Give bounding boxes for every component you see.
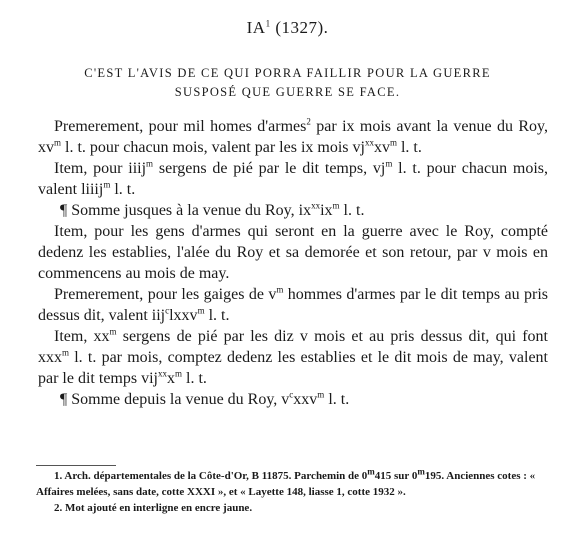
paragraph-4: Item, pour les gens d'armes qui seront en la guerre avec le Roy, compté dedenz les establies, l'alée du Roy et sa demorée et son retour, par v mois en commencens au mois de may. xyxy=(38,223,548,282)
footnote-2: 2. Mot ajouté en interligne en encre jaune. xyxy=(54,502,253,514)
subtitle-line-1: C'EST L'AVIS DE CE QUI PORRA FAILLIR POUR LA GUERRE xyxy=(84,66,491,80)
heading-year: (1327). xyxy=(275,18,329,37)
sum-paragraph-1: ¶ Somme jusques à la venue du Roy, $ix^{xx}ix^m$ l. t. xyxy=(60,200,365,219)
footnote-1: 1. Arch. départementales de la Côte-d'Or, B 11875. Parchemin de 0$^m$415 sur 0$^m$195. Anciennes cotes : « Affaires melées, sans date, cotte XXXI », et « Layette 148, liasse 1, cotte 1932 ». xyxy=(36,466,536,498)
paragraph-1: Premerement, pour mil homes d'armes$^2$ par ix mois avant la venue du Roy, $xv^m$ l. t. pour chacun mois, valent par les ix mois $vj^{xx}xv^m$ l. t. xyxy=(38,116,548,156)
paragraph-6: Item, $xx^m$ sergens de pié par les diz v mois et au pris dessus dit, qui font xxx$^m$ l. t. par mois, comptez dedenz les establies et le dit mois de may, valent par le dit temps $vij^{xx}x^m$ l. t. xyxy=(38,326,549,387)
sum-paragraph-2: ¶ Somme depuis la venue du Roy, $v^cxxv^m$ l. t. xyxy=(60,389,350,408)
heading-letter: A xyxy=(252,18,266,37)
document-heading xyxy=(0,18,575,38)
footnotes xyxy=(36,468,546,516)
heading-roman: I xyxy=(246,18,253,37)
footnote-divider xyxy=(36,465,116,466)
document-subtitle xyxy=(30,64,545,102)
document-body xyxy=(38,116,548,410)
heading-superscript: 1 xyxy=(265,18,271,29)
paragraph-2: Item, pour iiij$^m$ sergens de pié par le dit temps, $vj^m$ l. t. pour chacun mois, valent liiij$^m$ l. t. xyxy=(38,158,549,198)
subtitle-line-2: SUSPOSÉ QUE GUERRE SE FACE. xyxy=(174,85,401,99)
paragraph-5: Premerement, pour les gaiges de $v^m$ hommes d'armes par le dit temps au pris dessus dit, valent iij$^c$lxxv$^m$ l. t. xyxy=(38,284,548,324)
